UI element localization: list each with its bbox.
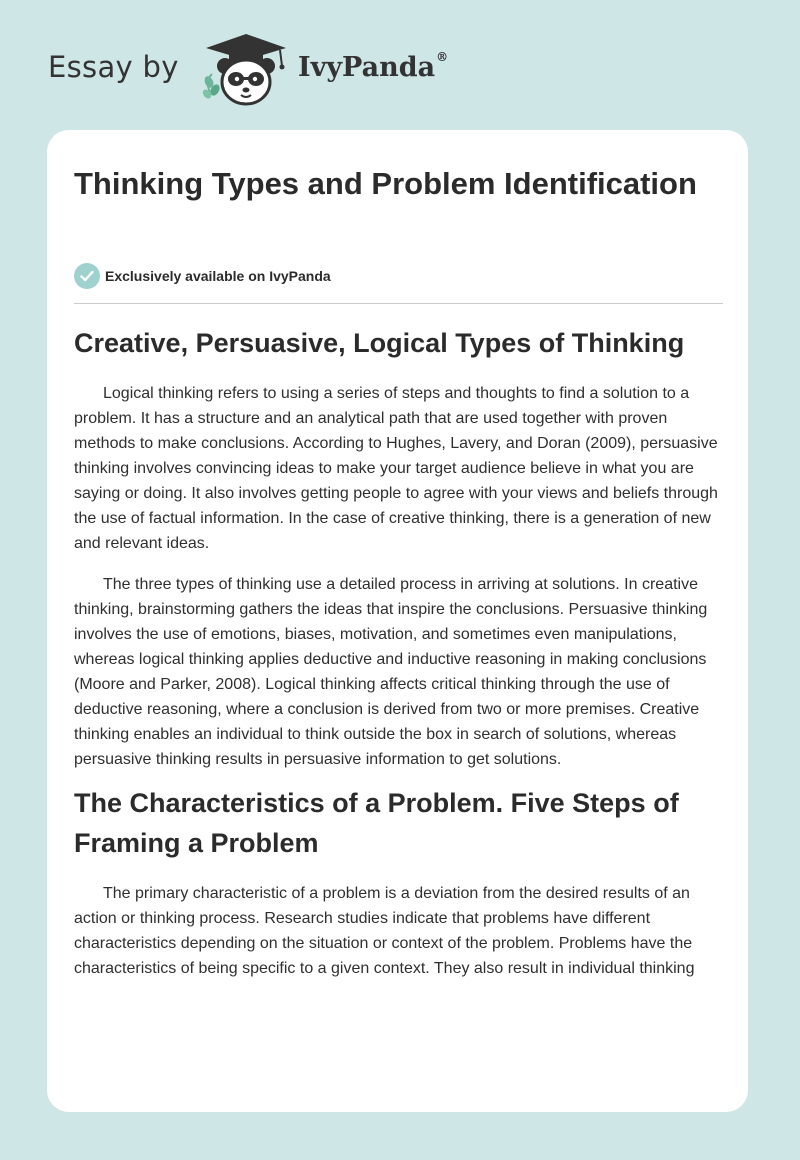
- section-heading: Creative, Persuasive, Logical Types of Thinking: [74, 328, 685, 358]
- essay-title: Thinking Types and Problem Identification: [74, 166, 697, 201]
- essay-body: [74, 323, 724, 981]
- essay-by-label: Essay by: [48, 50, 179, 84]
- paragraph: Logical thinking refers to using a series of steps and thoughts to find a solution to a problem. It has a structure and an analytical path that are used together with proven methods to make conclusions. According to Hughes, Lavery, and Doran (2009), persuasive thinking involves convincing ideas to make your target audience believe in what you are saying or doing. It also involves getting people to agree with your views and beliefs through the use of factual information. In the case of creative thinking, there is a generation of new and relevant ideas.: [74, 385, 718, 552]
- paragraph: The primary characteristic of a problem is a deviation from the desired results of an action or thinking process. Research studies indicate that problems have different characteristics depending on the situation or context of the problem. Problems have the characteristics of being specific to a given context. They also result in individual thinking: [74, 885, 695, 977]
- registered-mark: ®: [436, 50, 449, 64]
- exclusive-label: Exclusively available on IvyPanda: [105, 268, 331, 284]
- brand-name: IvyPanda: [298, 52, 436, 83]
- essay-card: [47, 130, 748, 1112]
- site-header: [0, 0, 800, 130]
- panda-graduate-icon: [196, 30, 296, 110]
- brand-logo[interactable]: [298, 52, 448, 83]
- paragraph: The three types of thinking use a detailed process in arriving at solutions. In creative thinking, brainstorming gathers the ideas that inspire the conclusions. Persuasive thinking involves the use of emotions, biases, motivation, and sometimes even manipulations, whereas logical thinking applies deductive and inductive reasoning in making conclusions (Moore and Parker, 2008). Logical thinking affects critical thinking through the use of deductive reasoning, where a conclusion is derived from two or more premises. Creative thinking enables an individual to think outside the box in search of solutions, whereas persuasive thinking results in persuasive information to get solutions.: [74, 576, 708, 768]
- divider: [74, 303, 723, 304]
- check-circle-icon: [74, 263, 100, 289]
- section-heading: The Characteristics of a Problem. Five Steps of Framing a Problem: [74, 788, 679, 858]
